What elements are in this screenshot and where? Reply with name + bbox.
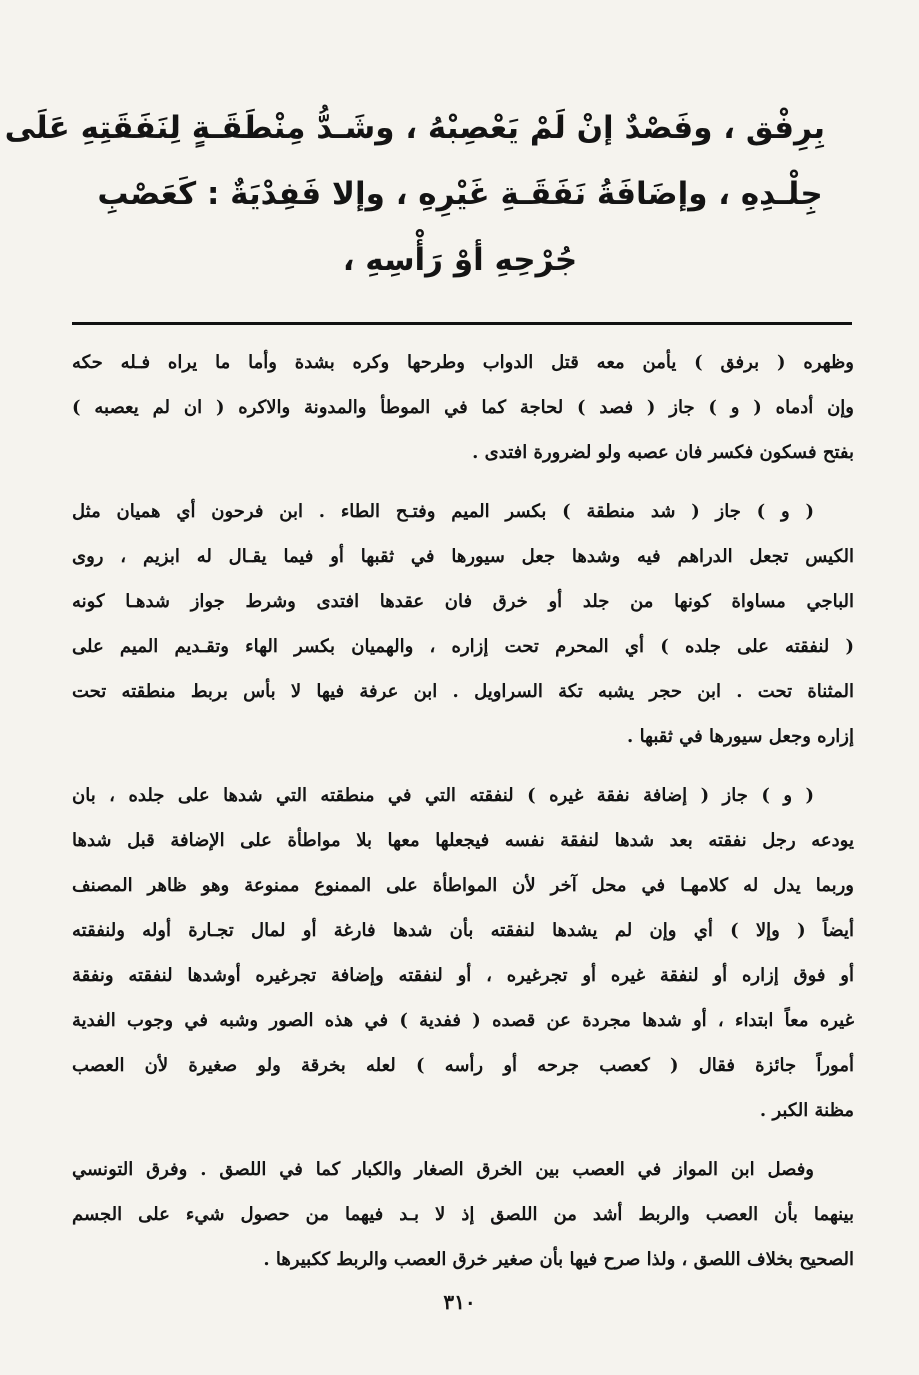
- commentary-line: وفصل ابن المواز في العصب بين الخرق الصغار والكبار كما في اللصق . وفرق التونسي: [72, 1159, 814, 1180]
- matn-line-2: جِلْـدِهِ ، وإضَافَةُ نَفَقَـةِ غَيْرِهِ ، وإلا فَفِدْيَةٌ : كَعَصْبِ: [97, 176, 823, 212]
- commentary-line: غيره معاً ابتداء ، أو شدها مجردة عن قصده ( ففدية ) في هذه الصور وشبه في وجوب الفدية: [72, 1010, 854, 1031]
- commentary-line: الباجي مساواة كونها من جلد أو خرق فان عقدها افتدى وشرط جواز شدهـا كونه: [72, 591, 854, 612]
- commentary-line: ( لنفقته على جلده ) أي المحرم تحت إزاره ، والهميان بكسر الهاء وتقـديم الميم على: [72, 636, 854, 657]
- commentary-paragraph-3: [72, 773, 854, 1133]
- commentary-paragraph-4: [72, 1147, 854, 1282]
- commentary-paragraph-2: [72, 489, 854, 759]
- commentary-line: ( و ) جاز ( إضافة نفقة غيره ) لنفقته التي في منطقته التي شدها على جلده ، بان: [72, 785, 814, 806]
- commentary-line: أموراً جائزة فقال ( كعصب جرحه أو رأسه ) لعله بخرقة ولو صغيرة لأن العصب: [72, 1055, 854, 1076]
- matn-line-1: بِرِفْق ، وفَصْدٌ إنْ لَمْ يَعْصِبْهُ ، وشَـدُّ مِنْطَقَـةٍ لِنَفَقَتِهِ عَلَى: [4, 110, 825, 146]
- commentary-line: مظنة الكبر .: [759, 1100, 854, 1121]
- commentary-line: أو فوق إزاره أو لنفقة غيره أو تجرغيره ، أو لنفقته وإضافة تجرغيره أوشدها لنفقته ونفقة: [72, 965, 854, 986]
- separator-rule: [72, 322, 852, 325]
- page-number: ٣١٠: [443, 1290, 476, 1314]
- commentary-line: يودعه رجل نفقته بعد شدها لنفقة نفسه فيجعلها معها بلا مواطأة على الإضافة قبل شدها: [72, 830, 854, 851]
- commentary-line: المثناة تحت . ابن حجر يشبه تكة السراويل . ابن عرفة فيها لا بأس بربط منطقته تحت: [72, 681, 854, 702]
- commentary-line: الصحيح بخلاف اللصق ، ولذا صرح فيها بأن صغير خرق العصب والربط ككبيرها .: [263, 1249, 854, 1270]
- commentary-line: بينهما بأن العصب والربط أشد من اللصق إذ لا بـد فيهما من حصول شيء على الجسم: [72, 1204, 854, 1225]
- commentary-line: وإن أدماه ( و ) جاز ( فصد ) لحاجة كما في الموطأ والمدونة والاكره ( ان لم يعصبه ): [72, 397, 854, 418]
- commentary-line: الكيس تجعل الدراهم فيه وشدها جعل سيورها في ثقبها أو فيما يقـال له ابزيم ، روى: [72, 546, 854, 567]
- commentary-line: وظهره ( برفق ) يأمن معه قتل الدواب وطرحها وكره بشدة وأما ما يراه فـله حكه: [72, 352, 854, 373]
- matn-text-block: [4, 95, 825, 293]
- commentary-line: أيضاً ( وإلا ) أي وإن لم يشدها لنفقته بأن شدها فارغة أو لمال تجـارة أوله ولنفقته: [72, 920, 854, 941]
- commentary-line: إزاره وجعل سيورها في ثقبها .: [627, 726, 854, 747]
- commentary-paragraph-1: [72, 340, 854, 475]
- commentary-line: بفتح فسكون فكسر فان عصبه ولو لضرورة افتدى .: [472, 442, 854, 463]
- commentary-block: [72, 340, 854, 1296]
- matn-line-3: جُرْحِهِ أوْ رَأْسِهِ ،: [342, 242, 578, 278]
- commentary-line: وربما يدل له كلامهـا في محل آخر لأن المواطأة على الممنوع ممنوعة وهو ظاهر المصنف: [72, 875, 854, 896]
- commentary-line: ( و ) جاز ( شد منطقة ) بكسر الميم وفتـح الطاء . ابن فرحون أي هميان مثل: [72, 501, 814, 522]
